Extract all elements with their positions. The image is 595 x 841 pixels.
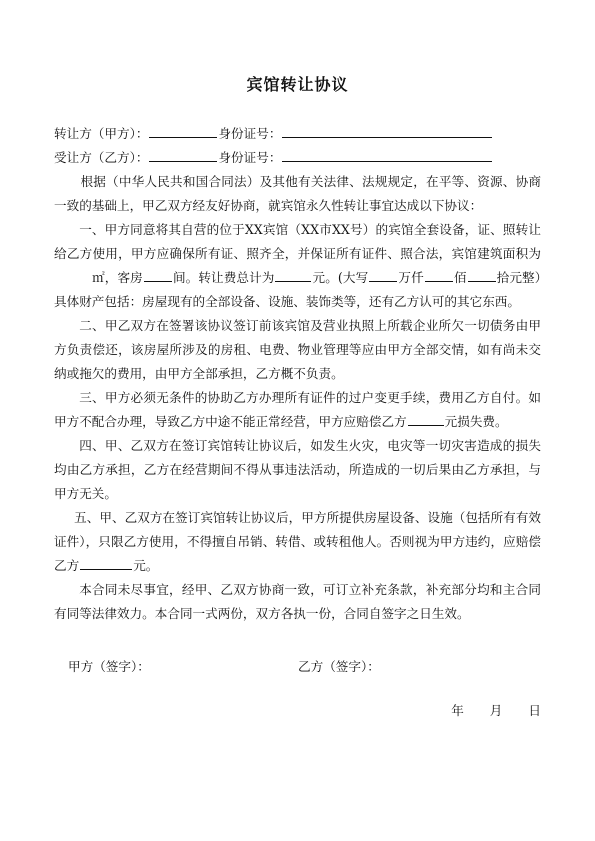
transferee-name-blank[interactable] [149, 147, 217, 162]
transferee-line [54, 146, 541, 170]
date-day: 日 [528, 703, 541, 718]
document-title: 宾馆转让协议 [246, 75, 349, 94]
rooms-blank[interactable] [144, 267, 172, 282]
party-a-signature[interactable]: 甲方（签字）： [68, 659, 150, 674]
transferor-id-label: 身份证号： [218, 126, 282, 141]
date-year: 年 [451, 703, 464, 718]
clause-1-text-b: ㎡，客房 [92, 270, 143, 285]
date-row [54, 700, 541, 719]
intro-paragraph: 根据（中华人民共和国合同法）及其他有关法律、法规规定，在平等、资源、协商一致的基础上，甲乙双方经友好协商，就宾馆永久性转让事宜达成以下协议： [54, 174, 541, 213]
fee-qian-blank[interactable] [425, 267, 453, 282]
clause-1 [54, 218, 541, 314]
compensation-blank[interactable] [408, 411, 444, 426]
transferor-name-blank[interactable] [149, 123, 217, 138]
clause-1-text-e: 万仟 [398, 270, 424, 285]
date-month: 月 [489, 703, 503, 718]
fee-wan-blank[interactable] [369, 267, 397, 282]
clause-1-text-c: 间。转让费总计为 [172, 270, 275, 285]
party-info [54, 122, 541, 170]
transferor-line [54, 122, 541, 146]
clause-5 [54, 506, 541, 578]
clause-1-text-f: 佰 [453, 270, 467, 285]
breach-compensation-blank[interactable] [80, 555, 132, 570]
transferee-id-blank[interactable] [282, 147, 492, 162]
clause-5-text-b: 元。 [133, 558, 159, 573]
clause-3-text-a: 三、甲方必须无条件的协助乙方办理所有证件的过户变更手续，费用乙方自付。如甲方不配合办理，导致乙方中途不能正常经营，甲方应赔偿乙方 [54, 390, 541, 429]
transferor-id-blank[interactable] [282, 123, 492, 138]
clause-1-text-d: 元。(大写 [312, 270, 369, 285]
closing-paragraph: 本合同未尽事宜，经甲、乙双方协商一致，可订立补充条款，补充部分均和主合同有同等法律效力。本合同一式两份，双方各执一份，合同自签字之日生效。 [54, 582, 541, 621]
transferee-id-label: 身份证号： [218, 150, 282, 165]
clause-4: 四、甲、乙双方在签订宾馆转让协议后，如发生火灾，电灾等一切灾害造成的损失均由乙方承担，乙方在经营期间不得从事违法活动，所造成的一切后果由乙方承担，与甲方无关。 [54, 438, 541, 501]
clause-5-text-a: 五、甲、乙双方在签订宾馆转让协议后，甲方所提供房屋设备、设施（包括所有有效证件），只限乙方使用，不得擅自吊销、转借、或转租他人。否则视为甲方违约，应赔偿乙方 [54, 510, 541, 573]
clause-3 [54, 386, 541, 434]
clause-1-text-a: 一、甲方同意将其自营的位于XX宾馆（XX市XX号）的宾馆全套设备，证、照转让给乙方使用，甲方应确保所有证、照齐全，并保证所有证件、照合法，宾馆建筑面积为 [54, 222, 541, 261]
clause-3-text-b: 元损失费。 [444, 414, 508, 429]
transferor-label: 转让方（甲方）： [54, 126, 149, 141]
party-b-signature[interactable]: 乙方（签字）： [298, 659, 380, 674]
fee-bai-blank[interactable] [468, 267, 496, 282]
clause-1-text-g: 拾元整）具体财产包括：房屋现有的全部设备、设施、装饰类等，还有乙方认可的其它东西。 [54, 270, 541, 309]
transferee-label: 受让方（乙方）： [54, 150, 149, 165]
fee-blank[interactable] [275, 267, 311, 282]
clause-2: 二、甲乙双方在签署该协议签订前该宾馆及营业执照上所载企业所欠一切债务由甲方负责偿还，该房屋所涉及的房租、电费、物业管理等应由甲方全部交情，如有尚未交纳或拖欠的费用，由甲方全部承担，乙方概不负责。 [54, 318, 541, 381]
area-blank[interactable] [55, 268, 91, 282]
signature-row [54, 656, 541, 678]
